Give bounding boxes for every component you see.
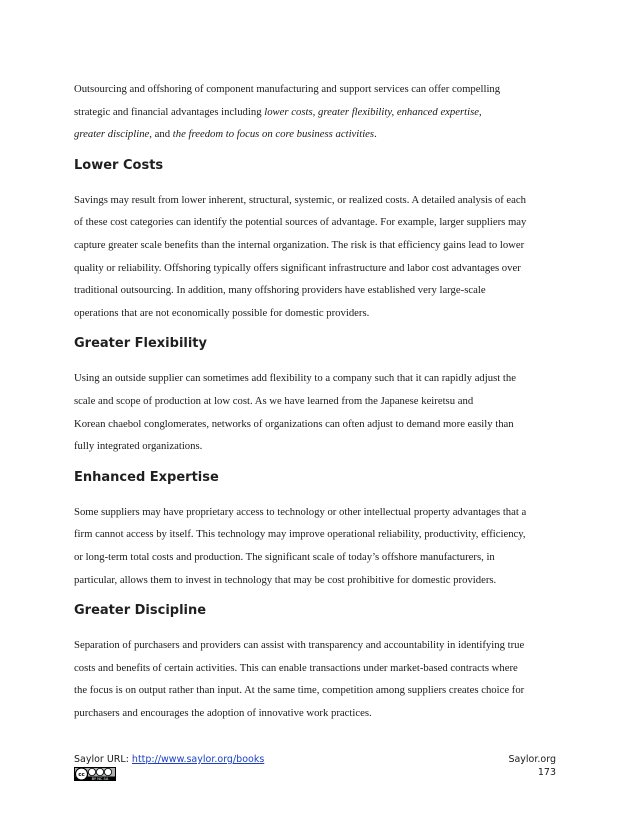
sharealike-icon (104, 768, 111, 775)
section-paragraph (74, 501, 556, 591)
section-greater-flexibility (74, 334, 556, 457)
attribution-icon (88, 768, 95, 775)
text-line: particular, allows them to invest in technology that may be cost prohibitive for domestic providers. (74, 573, 497, 586)
text-line: quality or reliability. Offshoring typically offers significant infrastructure and labor cost advantages over (74, 261, 521, 274)
emphasis: greater discipline (74, 128, 150, 141)
emphasis: the freedom to focus on core business activities (172, 128, 375, 141)
section-heading: Enhanced Expertise (74, 469, 219, 485)
text-line: Korean chaebol conglomerates, networks of organizations can often adjust to demand more easily than (74, 417, 514, 430)
footer-site: Saylor.org (508, 754, 556, 765)
emphasis: lower costs, greater flexibility, enhanced expertise, (264, 105, 482, 118)
text-line: fully integrated organizations. (74, 440, 203, 453)
text-line: purchasers and encourages the adoption of innovative work practices. (74, 706, 372, 719)
footer-url-link[interactable]: http://www.saylor.org/books (131, 754, 265, 765)
text-line: Savings may result from lower inherent, structural, systemic, or realized costs. A detailed analysis of each (74, 193, 527, 206)
text-line: firm cannot access by itself. This technology may improve operational reliability, productivity, efficiency, (74, 528, 526, 541)
text-line: scale and scope of production at low cost. As we have learned from the Japanese keiretsu and (74, 394, 474, 407)
text-line: Outsourcing and offshoring of component manufacturing and support services can offer compelling (74, 83, 501, 95)
section-heading: Greater Discipline (74, 603, 207, 619)
text-line: costs and benefits of certain activities. This can enable transactions under market-based contracts where (74, 661, 518, 674)
section-lower-costs (74, 156, 556, 325)
footer-source (74, 753, 264, 766)
footer-right (508, 753, 556, 779)
footer-url-label: Saylor URL: (74, 754, 132, 765)
text-line: traditional outsourcing. In addition, many offshoring providers have established very large-scale (74, 284, 486, 297)
text-line: or long-term total costs and production. The significant scale of today’s offshore manufacturers, in (74, 550, 495, 563)
section-paragraph (74, 634, 556, 724)
section-heading: Greater Flexibility (74, 336, 207, 352)
section-paragraph (74, 189, 556, 325)
license-badge-text: BY NC SA (91, 777, 109, 781)
text-line: of these cost categories can identify the potential sources of advantage. For example, larger suppliers may (74, 216, 527, 229)
section-paragraph (74, 367, 556, 457)
cc-license-badge[interactable] (74, 767, 116, 781)
intro-paragraph (74, 78, 556, 146)
text-line: strategic and financial advantages including lower costs, greater flexibility, enhanced expertise, (74, 105, 482, 118)
text-line: operations that are not economically possible for domestic providers. (74, 306, 370, 319)
noncommercial-icon (96, 768, 103, 775)
text-line: the focus is on output rather than input. At the same time, competition among suppliers creates choice for (74, 684, 525, 697)
text-line: greater discipline, and the freedom to focus on core business activities. (74, 128, 377, 141)
text-line: Some suppliers may have proprietary access to technology or other intellectual property advantages that a (74, 505, 527, 518)
section-heading: Lower Costs (74, 157, 164, 173)
section-greater-discipline (74, 601, 556, 724)
page-body (74, 78, 556, 734)
text-line: Separation of purchasers and providers can assist with transparency and accountability in identifying true (74, 639, 525, 652)
svg-text:cc: cc (78, 772, 85, 778)
page-number: 173 (537, 767, 556, 778)
text-line: capture greater scale benefits than the internal organization. The risk is that efficiency gains lead to lower (74, 238, 525, 251)
text-line: Using an outside supplier can sometimes add flexibility to a company such that it can rapidly adjust the (74, 372, 516, 385)
section-enhanced-expertise (74, 468, 556, 591)
